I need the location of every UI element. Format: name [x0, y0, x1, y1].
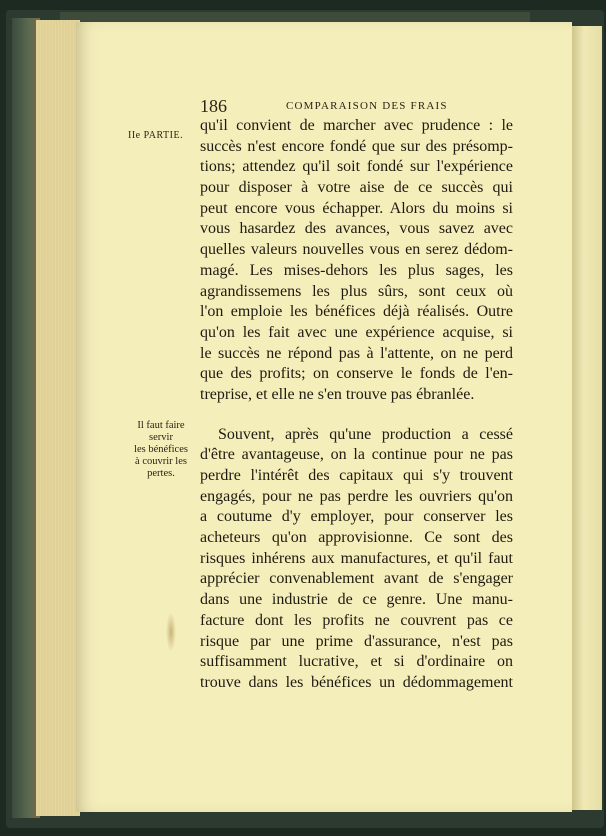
text-line: engagés, pour ne pas perdre les ouvriers qu'on: [200, 487, 513, 505]
paragraph-2: [200, 425, 513, 694]
text-line: risque par une prime d'assurance, n'est pas: [200, 632, 513, 650]
text-line: acheteurs qu'on approvisionne. Ce sont des: [200, 529, 513, 547]
text-line: pour disposer à votre aise de ce succès qui: [200, 179, 513, 197]
text-line: qu'on les fait avec une expérience acquise, si: [200, 323, 513, 341]
text-line: trouve dans les bénéfices un dédommagement: [200, 673, 513, 691]
page-number: 186: [200, 96, 227, 116]
text-line: apprécier convenablement avant de s'engager: [200, 570, 513, 588]
text-line: succès n'est encore fondé que sur des présomp-: [200, 137, 513, 155]
text-line: peut encore vous échapper. Alors du moins si: [200, 199, 513, 217]
page-edges: [36, 20, 80, 816]
facing-page-edge: [572, 26, 602, 810]
text-line: vous hasardez des avances, vous savez avec: [200, 220, 513, 238]
margin-note-benefices: [128, 420, 194, 480]
text-line: dans une industrie de ce genre. Une manu-: [200, 591, 513, 609]
text-line: d'être avantageuse, on la continue pour ne pas: [200, 446, 513, 464]
text-line: facture dont les profits ne couvrent pas ce: [200, 611, 513, 629]
text-line: Souvent, après qu'une production a cessé: [218, 425, 513, 443]
paragraph-1: [200, 116, 513, 406]
running-head: COMPARAISON DES FRAIS: [286, 100, 448, 112]
body-text: [200, 116, 513, 694]
text-line: perdre l'intérêt des capitaux qui s'y trouvent: [200, 467, 513, 484]
text-line: que des profits; on conserve le fonds de l'en-: [200, 365, 513, 383]
paper-stain: [166, 612, 176, 652]
margin-note-line: servir: [149, 432, 173, 443]
text-line: magé. Les mises-dehors les plus sages, les: [200, 261, 513, 279]
text-line: quelles valeurs nouvelles vous en serez dédom-: [200, 241, 513, 259]
margin-note-line: à couvrir les: [135, 456, 187, 467]
margin-note-line: Il faut faire: [137, 420, 185, 431]
margin-note-part: IIe PARTIE.: [128, 130, 184, 141]
text-line: tions; attendez qu'il soit fondé sur l'expérience: [200, 158, 513, 176]
text-line: le succès ne répond pas à l'attente, on ne perd: [200, 344, 513, 362]
text-line: agrandissemens les plus sûrs, sont ceux où: [200, 282, 513, 300]
text-line: a coutume d'y employer, pour conserver les: [200, 508, 513, 526]
text-line: suffisamment lucrative, et si d'ordinaire on: [200, 653, 513, 671]
margin-note-line: pertes.: [147, 468, 175, 479]
text-line: treprise, et elle ne s'en trouve pas ébranlée.: [200, 385, 475, 403]
text-line: qu'il convient de marcher avec prudence : le: [200, 117, 513, 134]
text-line: risques inhérens aux manufactures, et qu'il faut: [200, 549, 513, 567]
margin-note-line: les bénéfices: [134, 444, 188, 455]
text-line: l'on emploie les bénéfices déjà réalisés. Outre: [200, 303, 513, 321]
